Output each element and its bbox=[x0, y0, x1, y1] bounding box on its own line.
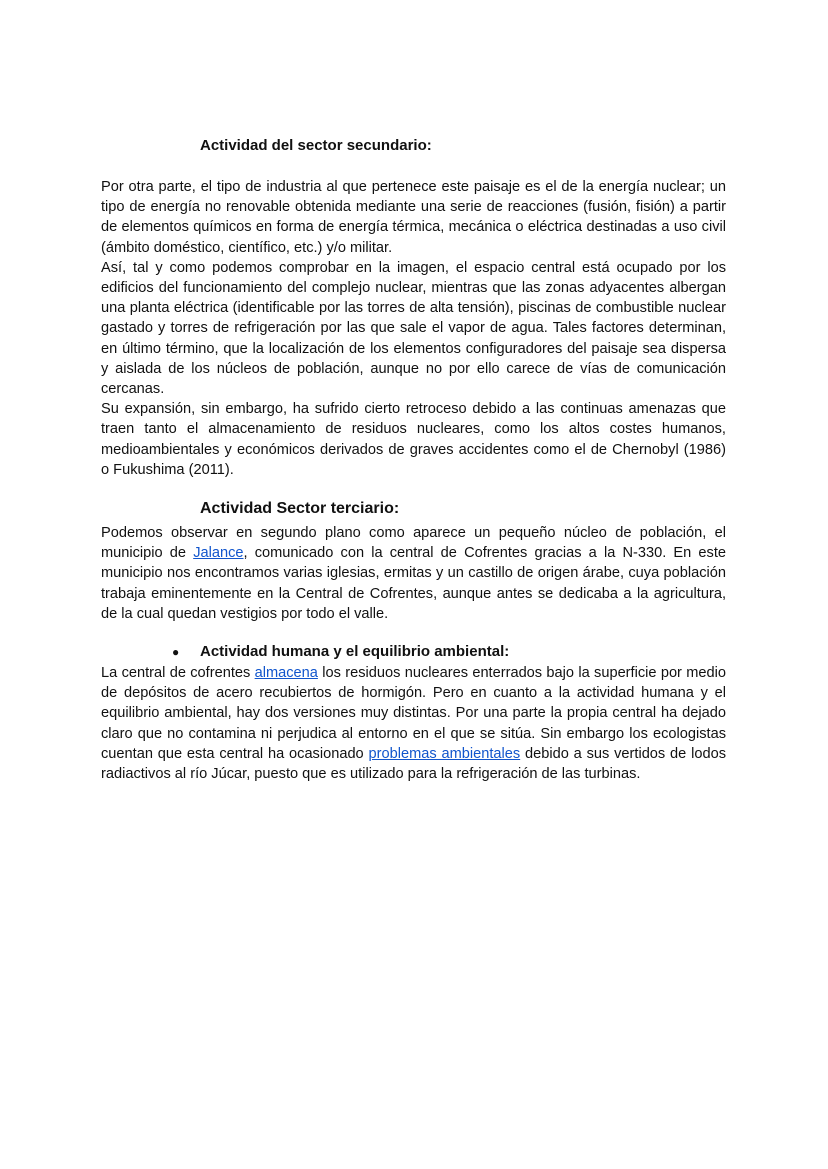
paragraph-espacio-central: Así, tal y como podemos comprobar en la imagen, el espacio central está ocupado por los edificios del funcionamiento del complejo nuclear, mientras que las zonas adyacentes albergan una planta eléctrica (identificable por las torres de alta tensión), piscinas de combustible nuclear gastado y torres de refrigeración por las que sale el vapor de agua. Tales factores determinan, en último término, que la localización de los elementos configuradores del paisaje sea dispersa y aislada de los núcleos de población, aunque no por ello carece de vías de comunicación cercanas. bbox=[101, 259, 726, 398]
text-segment: , comunicado con la central de Cofrentes gracias a la N-330. En este municipio nos encontramos varias iglesias, ermitas y un castillo de origen árabe, cuya población trabaja eminentemente en la Central de Cofrentes, aunque antes se dedicaba a la agricultura, de la cual quedan vestigios por todo el valle. bbox=[101, 545, 726, 622]
heading-equilibrio-ambiental bbox=[172, 643, 509, 660]
text-segment: los residuos nucleares enterrados bajo la superficie por medio de depósitos de acero recubiertos de hormigón. Pero en cuanto a la actividad humana y el equilibrio ambiental, hay dos versiones muy distintas. Por una parte la propia central ha dejado claro que no contamina ni perjudica al entorno en el que se sitúa. Sin embargo los ecologistas cuentan que esta central ha ocasionado bbox=[101, 665, 726, 762]
paragraph-residuos bbox=[101, 663, 726, 784]
link-almacena[interactable]: almacena bbox=[254, 665, 318, 681]
section-terciario-body bbox=[101, 523, 726, 624]
heading-equilibrio-ambiental-text: Actividad humana y el equilibrio ambiental: bbox=[200, 643, 510, 660]
section-secundario-body bbox=[101, 177, 726, 480]
heading-sector-secundario: Actividad del sector secundario: bbox=[200, 137, 432, 154]
text-segment: Podemos observar en segundo plano como aparece un pequeño núcleo de población, el municipio de bbox=[101, 525, 726, 562]
heading-sector-terciario: Actividad Sector terciario: bbox=[200, 500, 400, 517]
text-segment: La central de cofrentes bbox=[101, 665, 255, 681]
link-jalance[interactable]: Jalance bbox=[193, 545, 244, 562]
link-problemas-ambientales[interactable]: problemas ambientales bbox=[368, 745, 521, 762]
section-equilibrio-body bbox=[101, 663, 726, 784]
paragraph-jalance bbox=[101, 523, 726, 624]
paragraph-energia-nuclear: Por otra parte, el tipo de industria al que pertenece este paisaje es el de la energía nuclear; un tipo de energía no renovable obtenida mediante una serie de reacciones (fusión, fisión) a partir de elementos químicos en forma de energía térmica, mecánica o eléctrica destinadas a uso civil (ámbito doméstico, científico, etc.) y/o militar. bbox=[101, 179, 726, 256]
text-segment: debido a sus vertidos de lodos radiactivos al río Júcar, puesto que es utilizado para la refrigeración de las turbinas. bbox=[101, 745, 726, 783]
paragraph-expansion: Su expansión, sin embargo, ha sufrido cierto retroceso debido a las continuas amenazas que traen tanto el almacenamiento de residuos nucleares, como los altos costes humanos, medioambientales y económicos derivados de graves accidentes como el de Chernobyl (1986) o Fukushima (2011). bbox=[101, 401, 726, 478]
bullet-icon: ● bbox=[172, 644, 180, 659]
